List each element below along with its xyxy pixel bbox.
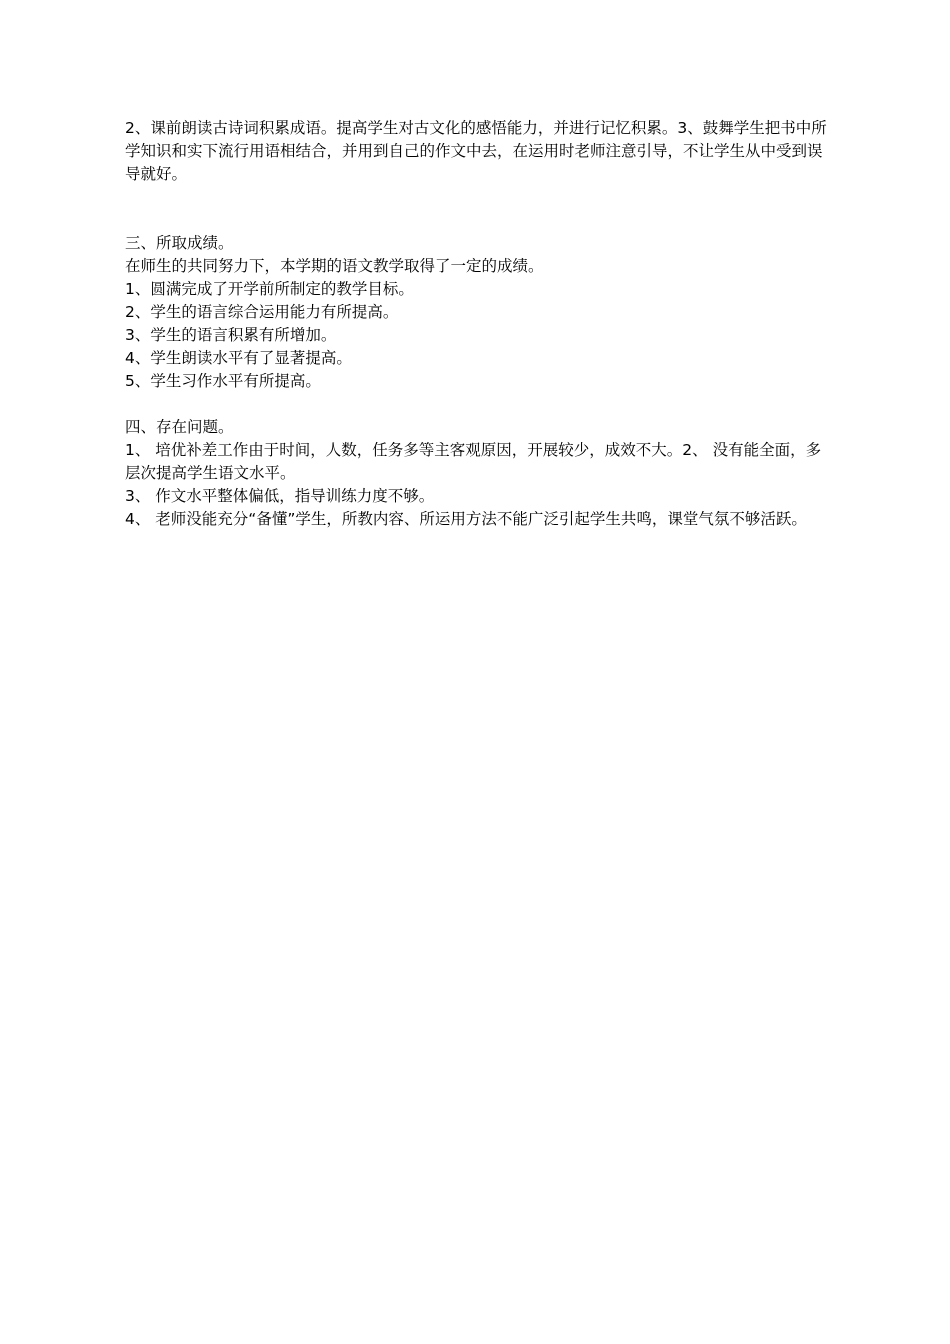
section-four-item-1: 1、 培优补差工作由于时间，人数，任务多等主客观原因，开展较少，成效不大。2、 没有能全面，多层次提高学生语文水平。 [125,441,822,482]
section-four-item-2: 3、 作文水平整体偏低，指导训练力度不够。 [125,487,435,505]
section-three-item-2: 2、学生的语言综合运用能力有所提高。 [125,303,399,321]
paragraph-spacer [125,186,830,232]
section-three-intro: 在师生的共同努力下，本学期的语文教学取得了一定的成绩。 [125,257,544,275]
document-page [125,117,830,531]
section-three-heading: 三、所取成绩。 [125,234,234,252]
section-four-heading: 四、存在问题。 [125,418,234,436]
section-three-item-5: 5、学生习作水平有所提高。 [125,372,321,390]
section-three-item-3: 3、学生的语言积累有所增加。 [125,326,337,344]
section-three-item-4: 4、学生朗读水平有了显著提高。 [125,349,352,367]
section-four-item-3: 4、 老师没能充分“备懂”学生，所教内容、所运用方法不能广泛引起学生共鸣，课堂气氛不够活跃。 [125,510,807,528]
intro-paragraph: 2、课前朗读古诗词积累成语。提高学生对古文化的感悟能力，并进行记忆积累。3、鼓舞学生把书中所学知识和实下流行用语相结合，并用到自己的作文中去，在运用时老师注意引导，不让学生从中受到误导就好。 [125,119,827,183]
paragraph-spacer [125,393,830,416]
section-three-item-1: 1、圆满完成了开学前所制定的教学目标。 [125,280,414,298]
